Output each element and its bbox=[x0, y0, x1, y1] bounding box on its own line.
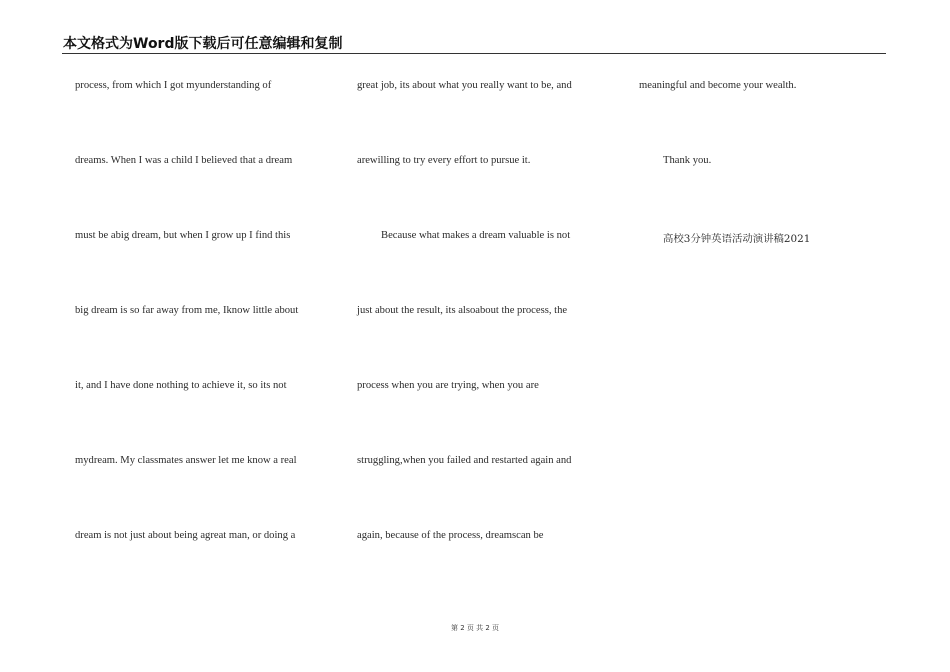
column-1-line-1: process, from which I got myunderstanding of bbox=[75, 80, 272, 91]
column-1-line-5: it, and I have done nothing to achieve it, so its not bbox=[75, 380, 287, 391]
header-divider bbox=[62, 53, 886, 54]
page-header-title: 本文格式为Word版下载后可任意编辑和复制 bbox=[63, 36, 343, 52]
column-1-line-7: dream is not just about being agreat man, or doing a bbox=[75, 530, 296, 541]
column-2-line-5: process when you are trying, when you are bbox=[357, 380, 539, 391]
column-1-line-4: big dream is so far away from me, Iknow little about bbox=[75, 305, 299, 316]
column-2-line-3: Because what makes a dream valuable is not bbox=[381, 230, 571, 241]
column-3-line-2: Thank you. bbox=[663, 155, 712, 166]
column-1-line-2: dreams. When I was a child I believed that a dream bbox=[75, 155, 293, 166]
column-2-line-7: again, because of the process, dreamscan be bbox=[357, 530, 544, 541]
column-1-line-3: must be abig dream, but when I grow up I find this bbox=[75, 230, 291, 241]
column-3-line-1: meaningful and become your wealth. bbox=[639, 80, 797, 91]
column-2-line-1: great job, its about what you really want to be, and bbox=[357, 80, 572, 91]
page-number-footer: 第 2 页 共 2 页 bbox=[450, 624, 500, 632]
column-2-line-4: just about the result, its alsoabout the process, the bbox=[357, 305, 568, 316]
column-2-line-6: struggling,when you failed and restarted again and bbox=[357, 455, 572, 466]
column-1-line-6: mydream. My classmates answer let me know a real bbox=[75, 455, 297, 466]
column-3-line-3: 高校3分钟英语活动演讲稿2021 bbox=[663, 233, 811, 245]
column-2-line-2: arewilling to try every effort to pursue it. bbox=[357, 155, 531, 166]
